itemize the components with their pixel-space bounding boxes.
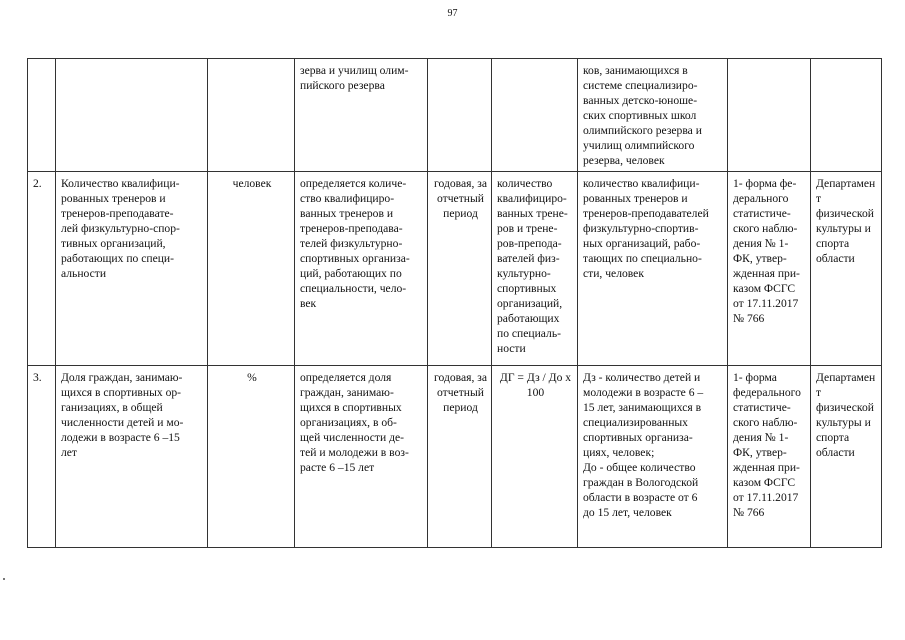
unit-cell xyxy=(208,172,295,366)
definition-cell xyxy=(295,59,428,172)
row-number-cell xyxy=(28,366,56,548)
components-cell xyxy=(578,366,728,548)
periodicity-cell xyxy=(428,172,492,366)
row-number: 3. xyxy=(33,371,42,384)
table-row xyxy=(28,59,882,172)
unit-cell xyxy=(208,59,295,172)
unit-cell xyxy=(208,366,295,548)
indicator-name: Доля граждан, занимаю- щихся в спортивных ор- ганизациях, в общей численности детей и мо- лодежи в возрасте 6 –15 лет xyxy=(61,371,184,459)
formula: количество квалифициро- ванных трене- ров и трене- ров-препода- вателей физ- культурно- спортивных организаций, работающих по специаль- ности xyxy=(497,177,568,355)
indicator-name-cell xyxy=(56,59,208,172)
formula: ДГ = Дз / До х 100 xyxy=(499,371,572,399)
source-cell xyxy=(728,59,811,172)
responsible-cell xyxy=(811,59,882,172)
responsible-cell xyxy=(811,366,882,548)
formula-cell xyxy=(492,172,578,366)
definition-cell xyxy=(295,366,428,548)
indicators-table xyxy=(27,58,882,548)
indicator-name-cell xyxy=(56,172,208,366)
responsible: Департамент физической культуры и спорта области xyxy=(816,177,876,265)
periodicity-cell xyxy=(428,59,492,172)
components-cell xyxy=(578,172,728,366)
formula-cell xyxy=(492,366,578,548)
definition: определяется доля граждан, занимаю- щихся в спортивных организациях, в об- щей численности де- тей и молодежи в воз- расте 6 –15 лет xyxy=(300,371,409,474)
components: количество квалифици- рованных тренеров и тренеров-преподавателей физкультурно-спортив- ных организаций, рабо- тающих по специально- сти, человек xyxy=(583,177,709,280)
data-source: 1- форма федерального статистиче- ского наблю- дения № 1- ФК, утвер- жденная при- казом ФСГС от 17.11.2017 № 766 xyxy=(733,371,801,519)
components: Дз - количество детей и молодежи в возрасте 6 – 15 лет, занимающихся в специализированных спортивных организа- циях, человек; До - общее количество граждан в Вологодской области в возрасте от 6 до 15 лет, человек xyxy=(583,371,704,519)
components-cell xyxy=(578,59,728,172)
definition: определяется количе- ство квалифициро- ванных тренеров и тренеров-преподава- телей физкультурно- спортивных организа- ций, работающих по специальности, чело- век xyxy=(300,177,410,310)
row-number-cell xyxy=(28,172,56,366)
responsible: Департамент физической культуры и спорта области xyxy=(816,371,876,459)
definition-cell xyxy=(295,172,428,366)
scan-mark xyxy=(3,578,5,580)
source-cell xyxy=(728,366,811,548)
periodicity: годовая, за отчетный период xyxy=(434,371,487,414)
definition: зерва и училищ олим- пийского резерва xyxy=(300,64,409,92)
source-cell xyxy=(728,172,811,366)
components: ков, занимающихся в системе специализиро- ванных детско-юноше- ских спортивных школ олимпийского резерва и училищ олимпийского резерва, человек xyxy=(583,64,702,167)
periodicity-cell xyxy=(428,366,492,548)
indicator-name: Количество квалифици- рованных тренеров и тренеров-преподавате- лей физкультурно-спор- тивных организаций, работающих по специ- альности xyxy=(61,177,180,280)
data-source: 1- форма фе- дерального статистиче- ского наблю- дения № 1- ФК, утвер- жденная при- казом ФСГС от 17.11.2017 № 766 xyxy=(733,177,800,325)
table-row xyxy=(28,172,882,366)
responsible-cell xyxy=(811,172,882,366)
page-number: 97 xyxy=(447,8,458,19)
indicator-name-cell xyxy=(56,366,208,548)
table-row xyxy=(28,366,882,548)
formula-cell xyxy=(492,59,578,172)
row-number-cell xyxy=(28,59,56,172)
unit: % xyxy=(247,371,257,384)
unit: человек xyxy=(232,177,272,190)
periodicity: годовая, за отчетный период xyxy=(434,177,487,220)
row-number: 2. xyxy=(33,177,42,190)
